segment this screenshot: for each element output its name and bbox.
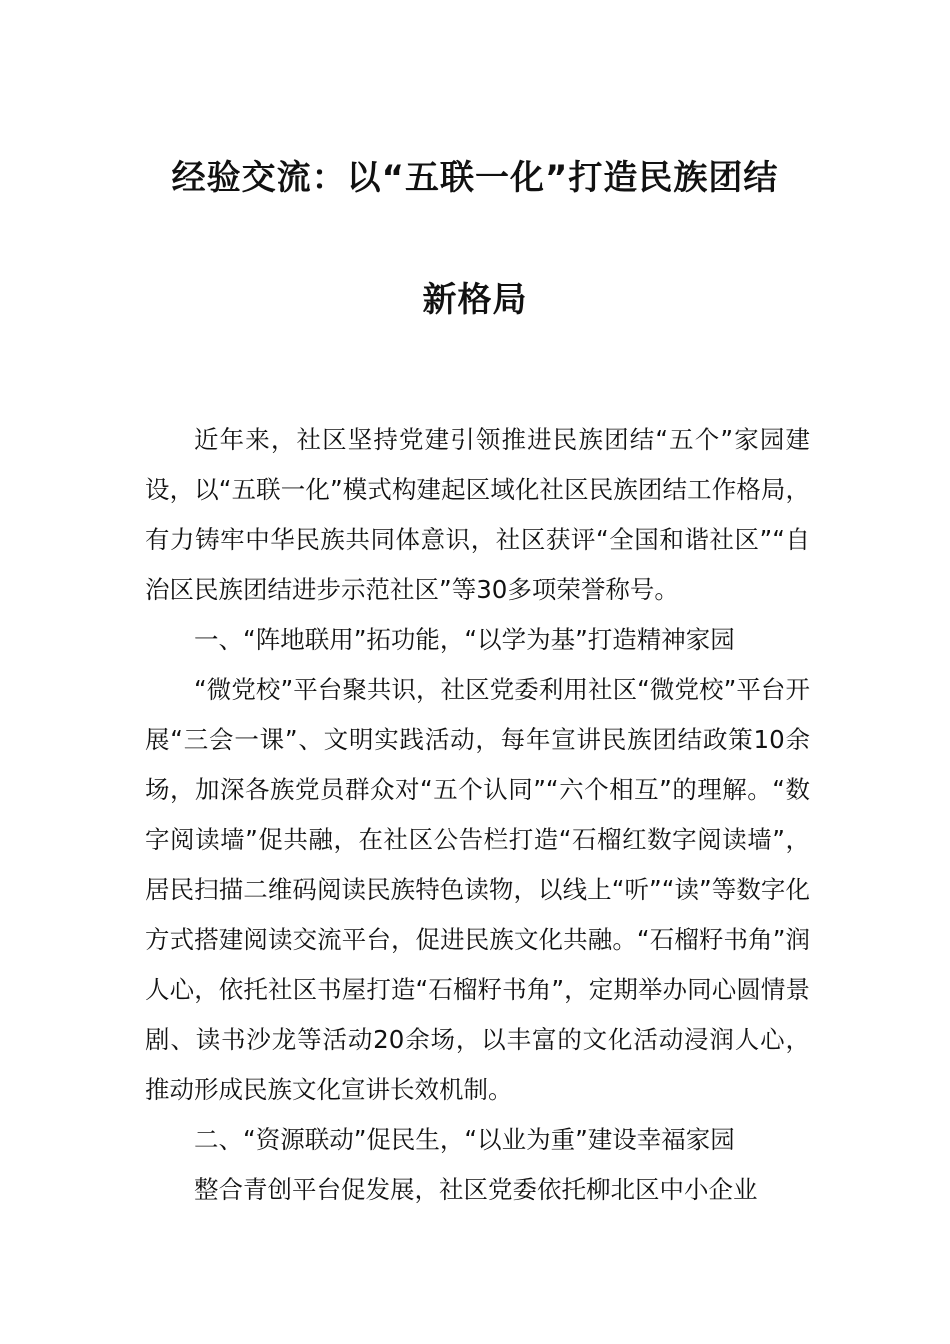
document-body xyxy=(145,415,810,1215)
intro-paragraph: 近年来，社区坚持党建引领推进民族团结“五个”家园建设，以“五联一化”模式构建起区域化社区民族团结工作格局，有力铸牢中华民族共同体意识，社区获评“全国和谐社区”“自治区民族团结进步示范社区”等30多项荣誉称号。 xyxy=(145,425,810,604)
section-heading-2: 二、“资源联动”促民生，“以业为重”建设幸福家园 xyxy=(194,1125,735,1154)
document-title-line-1: 经验交流：以“五联一化”打造民族团结 xyxy=(171,158,779,198)
section-1-paragraph: “微党校”平台聚共识，社区党委利用社区“微党校”平台开展“三会一课”、文明实践活动，每年宣讲民族团结政策10余场，加深各族党员群众对“五个认同”“六个相互”的理解。“数字阅读墙”促共融，在社区公告栏打造“石榴红数字阅读墙”，居民扫描二维码阅读民族特色读物，以线上“听”“读”等数字化方式搭建阅读交流平台，促进民族文化共融。“石榴籽书角”润人心，依托社区书屋打造“石榴籽书角”，定期举办同心圆情景剧、读书沙龙等活动20余场，以丰富的文化活动浸润人心，推动形成民族文化宣讲长效机制。 xyxy=(145,675,810,1104)
section-2-paragraph: 整合青创平台促发展，社区党委依托柳北区中小企业 xyxy=(194,1175,758,1204)
section-heading-1: 一、“阵地联用”拓功能，“以学为基”打造精神家园 xyxy=(194,625,735,654)
document-title-line-2: 新格局 xyxy=(422,280,528,320)
